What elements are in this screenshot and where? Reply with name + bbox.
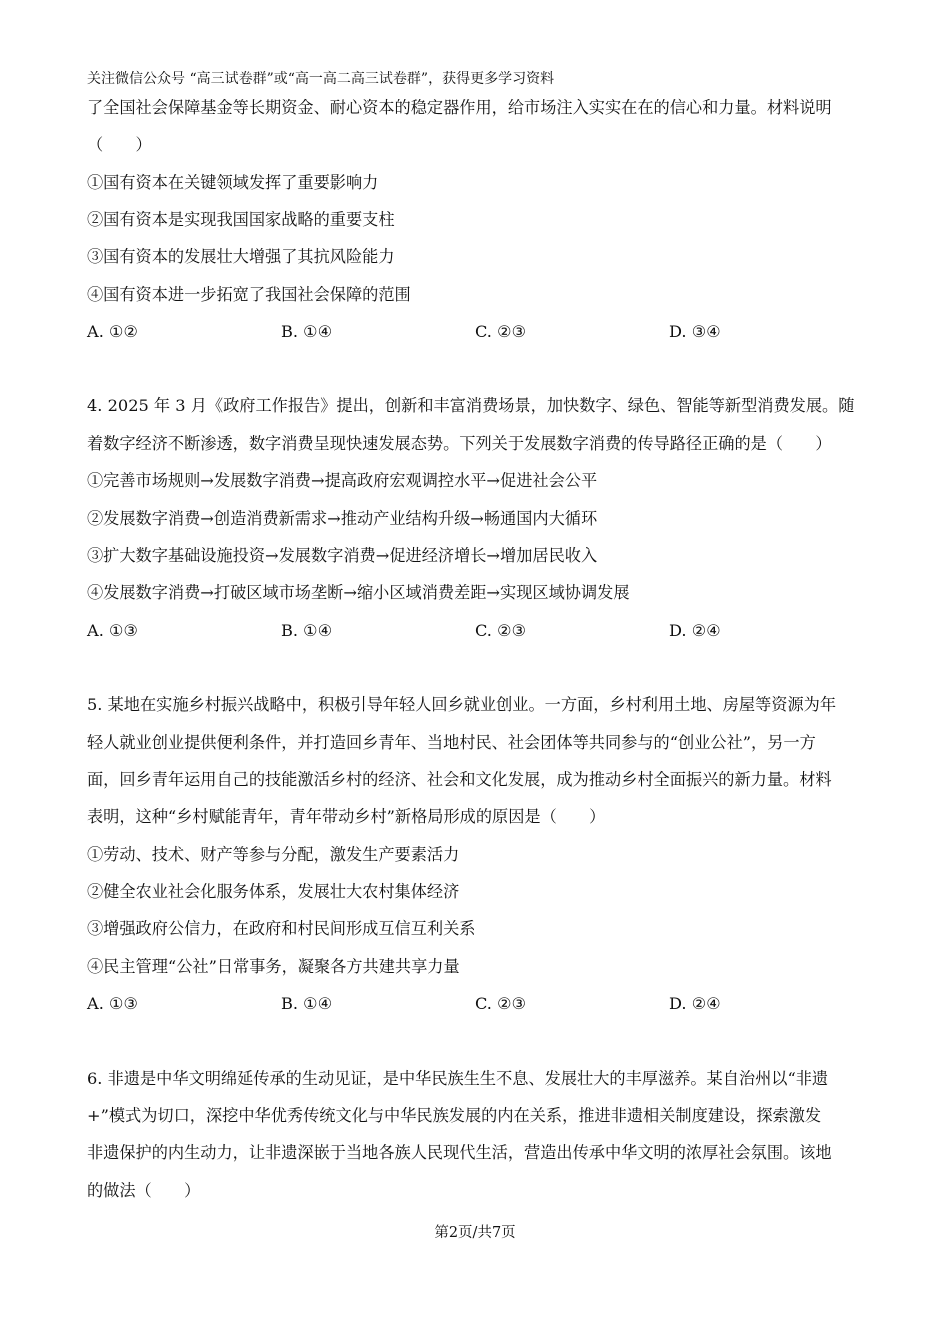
q3-stem-line-2: （ ） — [87, 135, 152, 154]
q3-statement-1: ①国有资本在关键领域发挥了重要影响力 — [87, 173, 379, 192]
q3-statement-3: ③国有资本的发展壮大增强了其抗风险能力 — [87, 247, 395, 266]
q5-stem-line-4: 表明，这种“乡村赋能青年，青年带动乡村”新格局形成的原因是（ ） — [87, 807, 606, 826]
q3-stem-line-1: 了全国社会保障基金等长期资金、耐心资本的稳定器作用，给市场注入实实在在的信心和力量。材料说明 — [87, 98, 832, 117]
q5-statement-4: ④民主管理“公社”日常事务，凝聚各方共建共享力量 — [87, 957, 460, 976]
q6-stem-line-1: 6. 非遗是中华文明绵延传承的生动见证，是中华民族生生不息、发展壮大的丰厚滋养。某自治州以“非遗 — [87, 1069, 829, 1088]
q3-option-d: D. ③④ — [669, 322, 721, 341]
q5-option-a: A. ①③ — [87, 994, 139, 1013]
q4-option-a: A. ①③ — [87, 621, 139, 640]
q5-option-d: D. ②④ — [669, 994, 721, 1013]
q5-statement-3: ③增强政府公信力，在政府和村民间形成互信互利关系 — [87, 919, 476, 938]
page-number: 第2页/共7页 — [434, 1225, 516, 1241]
q6-stem-line-4: 的做法（ ） — [87, 1181, 201, 1200]
q4-option-c: C. ②③ — [475, 621, 527, 640]
q3-option-c: C. ②③ — [475, 322, 527, 341]
q5-stem-line-3: 面，回乡青年运用自己的技能激活乡村的经济、社会和文化发展，成为推动乡村全面振兴的新力量。材料 — [87, 770, 832, 789]
q4-stem-line-1: 4. 2025 年 3 月《政府工作报告》提出，创新和丰富消费场景，加快数字、绿色、智能等新型消费发展。随 — [87, 396, 855, 415]
q5-statement-1: ①劳动、技术、财产等参与分配，激发生产要素活力 — [87, 845, 460, 864]
q3-option-a: A. ①② — [87, 322, 139, 341]
header-note: 关注微信公众号 “高三试卷群”或“高一高二高三试卷群”，获得更多学习资料 — [87, 71, 555, 87]
q5-stem-line-1: 5. 某地在实施乡村振兴战略中，积极引导年轻人回乡就业创业。一方面，乡村利用土地、房屋等资源为年 — [87, 695, 837, 714]
q6-stem-line-3: 非遗保护的内生动力，让非遗深嵌于当地各族人民现代生活，营造出传承中华文明的浓厚社会氛围。该地 — [87, 1143, 832, 1162]
q5-stem-line-2: 轻人就业创业提供便利条件，并打造回乡青年、当地村民、社会团体等共同参与的“创业公社”，另一方 — [87, 733, 816, 752]
q3-option-b: B. ①④ — [281, 322, 333, 341]
q3-statement-2: ②国有资本是实现我国国家战略的重要支柱 — [87, 210, 395, 229]
q5-option-b: B. ①④ — [281, 994, 333, 1013]
q6-stem-line-2: +”模式为切口，深挖中华优秀传统文化与中华民族发展的内在关系，推进非遗相关制度建设，探索激发 — [87, 1106, 822, 1125]
q3-statement-4: ④国有资本进一步拓宽了我国社会保障的范围 — [87, 285, 411, 304]
q5-option-c: C. ②③ — [475, 994, 527, 1013]
q4-statement-4: ④发展数字消费→打破区域市场垄断→缩小区域消费差距→实现区域协调发展 — [87, 583, 630, 602]
q4-option-b: B. ①④ — [281, 621, 333, 640]
q4-statement-2: ②发展数字消费→创造消费新需求→推动产业结构升级→畅通国内大循环 — [87, 509, 598, 528]
q4-statement-3: ③扩大数字基础设施投资→发展数字消费→促进经济增长→增加居民收入 — [87, 546, 598, 565]
q4-stem-line-2: 着数字经济不断渗透，数字消费呈现快速发展态势。下列关于发展数字消费的传导路径正确的是（ ） — [87, 434, 832, 453]
q5-statement-2: ②健全农业社会化服务体系，发展壮大农村集体经济 — [87, 882, 460, 901]
q4-statement-1: ①完善市场规则→发展数字消费→提高政府宏观调控水平→促进社会公平 — [87, 471, 598, 490]
q4-option-d: D. ②④ — [669, 621, 721, 640]
